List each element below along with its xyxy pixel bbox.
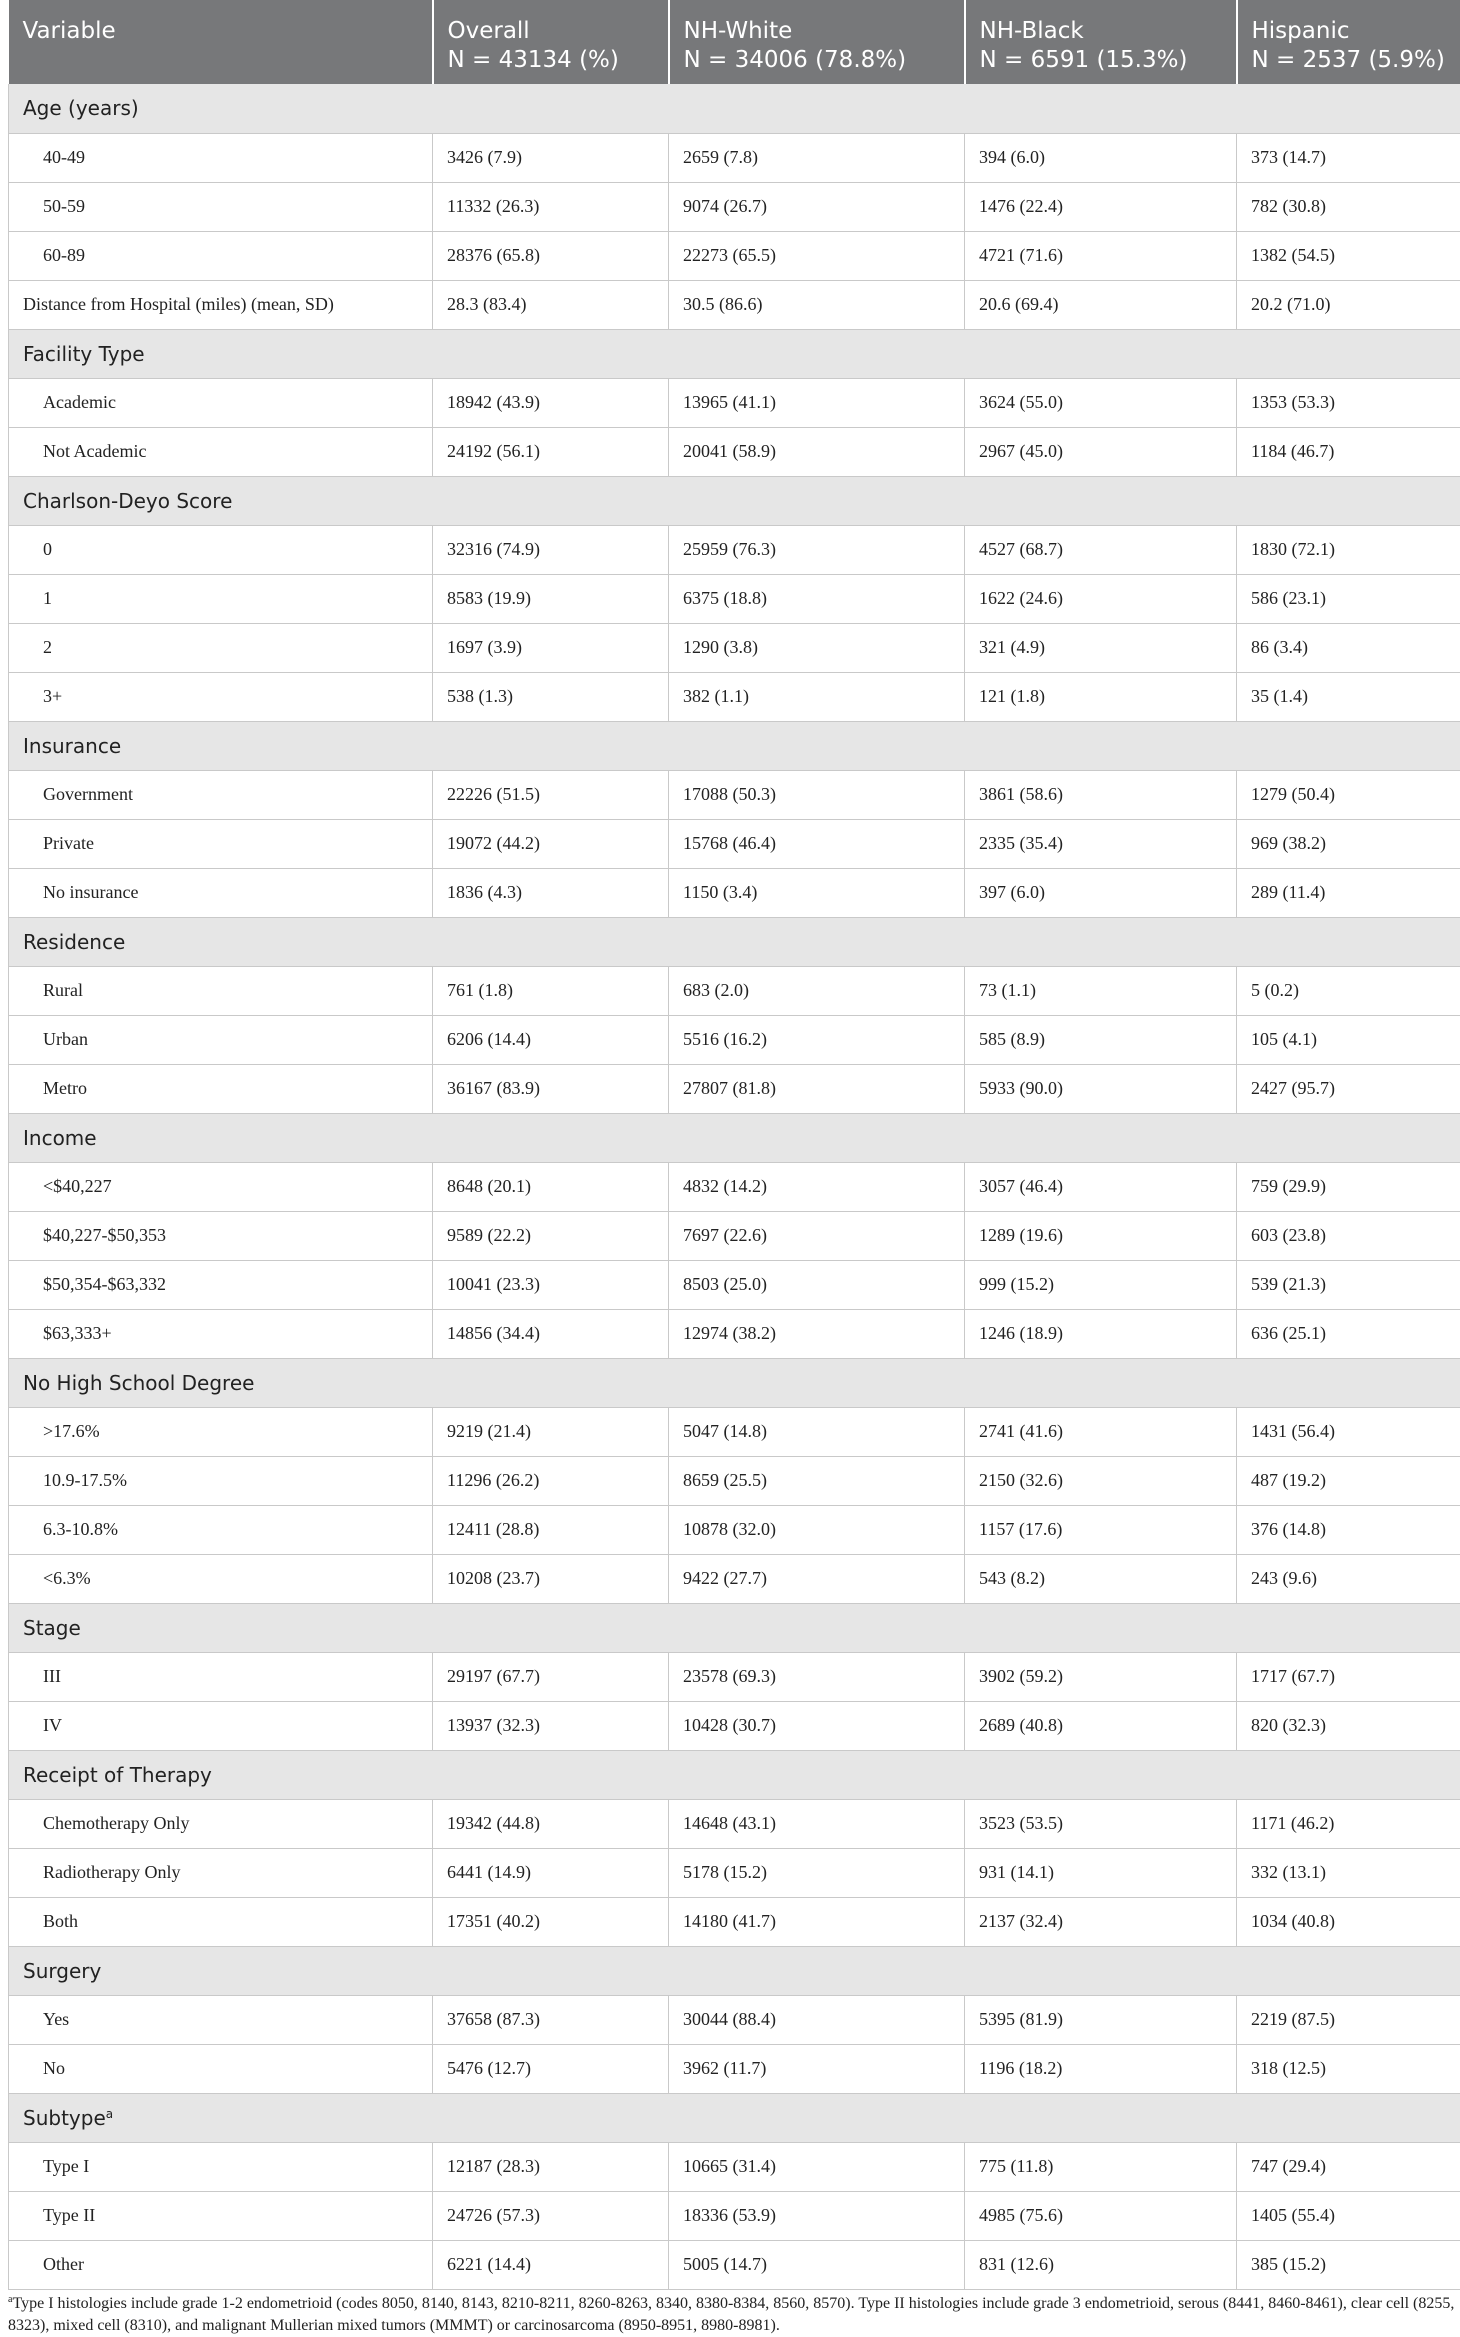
cell-nh-white: 22273 (65.5) bbox=[669, 231, 965, 280]
cell-nh-white: 14180 (41.7) bbox=[669, 1897, 965, 1946]
cell-hispanic: 586 (23.1) bbox=[1237, 574, 1460, 623]
cell-nh-white: 683 (2.0) bbox=[669, 966, 965, 1015]
table-row bbox=[9, 280, 1460, 329]
row-label: <$40,227 bbox=[9, 1162, 433, 1211]
cell-nh-black: 2689 (40.8) bbox=[965, 1701, 1237, 1750]
table-row bbox=[9, 1407, 1460, 1456]
cell-nh-black: 3861 (58.6) bbox=[965, 770, 1237, 819]
cell-hispanic: 820 (32.3) bbox=[1237, 1701, 1460, 1750]
table-container bbox=[8, 0, 1460, 2290]
cell-nh-black: 831 (12.6) bbox=[965, 2240, 1237, 2289]
row-label: 6.3-10.8% bbox=[9, 1505, 433, 1554]
cell-nh-white: 5516 (16.2) bbox=[669, 1015, 965, 1064]
cell-nh-white: 1290 (3.8) bbox=[669, 623, 965, 672]
row-label: No insurance bbox=[9, 868, 433, 917]
row-label: Metro bbox=[9, 1064, 433, 1113]
group-header-row bbox=[9, 476, 1460, 525]
cell-hispanic: 289 (11.4) bbox=[1237, 868, 1460, 917]
header-overall-n: N = 43134 (%) bbox=[447, 47, 619, 73]
table-row bbox=[9, 574, 1460, 623]
table-row bbox=[9, 1701, 1460, 1750]
group-title-footnote-mark: a bbox=[105, 2106, 114, 2121]
cell-nh-black: 2335 (35.4) bbox=[965, 819, 1237, 868]
group-title-text: Charlson-Deyo Score bbox=[23, 488, 233, 513]
table-row bbox=[9, 1211, 1460, 1260]
row-label: Not Academic bbox=[9, 427, 433, 476]
cell-nh-white: 8659 (25.5) bbox=[669, 1456, 965, 1505]
cell-overall: 761 (1.8) bbox=[433, 966, 669, 1015]
header-nh-white bbox=[669, 0, 965, 84]
group-title bbox=[9, 84, 1460, 133]
table-row bbox=[9, 2240, 1460, 2289]
cell-nh-black: 4985 (75.6) bbox=[965, 2191, 1237, 2240]
row-label: Both bbox=[9, 1897, 433, 1946]
group-title bbox=[9, 476, 1460, 525]
row-label: $40,227-$50,353 bbox=[9, 1211, 433, 1260]
cell-nh-black: 3057 (46.4) bbox=[965, 1162, 1237, 1211]
cell-nh-white: 9422 (27.7) bbox=[669, 1554, 965, 1603]
group-title bbox=[9, 1603, 1460, 1652]
cell-hispanic: 1279 (50.4) bbox=[1237, 770, 1460, 819]
cell-overall: 12187 (28.3) bbox=[433, 2142, 669, 2191]
cell-overall: 3426 (7.9) bbox=[433, 133, 669, 182]
cell-nh-white: 17088 (50.3) bbox=[669, 770, 965, 819]
cell-nh-white: 10665 (31.4) bbox=[669, 2142, 965, 2191]
header-hispanic-n: N = 2537 (5.9%) bbox=[1251, 47, 1445, 73]
cell-overall: 28.3 (83.4) bbox=[433, 280, 669, 329]
cell-nh-white: 2659 (7.8) bbox=[669, 133, 965, 182]
cell-hispanic: 2427 (95.7) bbox=[1237, 1064, 1460, 1113]
cell-hispanic: 86 (3.4) bbox=[1237, 623, 1460, 672]
cell-nh-white: 25959 (76.3) bbox=[669, 525, 965, 574]
group-title bbox=[9, 1750, 1460, 1799]
row-label: IV bbox=[9, 1701, 433, 1750]
header-hispanic bbox=[1237, 0, 1460, 84]
cell-overall: 14856 (34.4) bbox=[433, 1309, 669, 1358]
group-title bbox=[9, 329, 1460, 378]
cell-nh-white: 15768 (46.4) bbox=[669, 819, 965, 868]
cell-overall: 19072 (44.2) bbox=[433, 819, 669, 868]
header-row bbox=[9, 0, 1460, 84]
cell-hispanic: 1171 (46.2) bbox=[1237, 1799, 1460, 1848]
group-header-row bbox=[9, 1750, 1460, 1799]
cell-nh-black: 1476 (22.4) bbox=[965, 182, 1237, 231]
cell-nh-black: 2150 (32.6) bbox=[965, 1456, 1237, 1505]
group-title-text: Age (years) bbox=[23, 96, 139, 121]
cell-overall: 12411 (28.8) bbox=[433, 1505, 669, 1554]
cell-overall: 19342 (44.8) bbox=[433, 1799, 669, 1848]
cell-nh-white: 30.5 (86.6) bbox=[669, 280, 965, 329]
table-row bbox=[9, 1456, 1460, 1505]
cell-overall: 24192 (56.1) bbox=[433, 427, 669, 476]
cell-overall: 28376 (65.8) bbox=[433, 231, 669, 280]
cell-nh-white: 14648 (43.1) bbox=[669, 1799, 965, 1848]
cell-nh-black: 73 (1.1) bbox=[965, 966, 1237, 1015]
group-title-text: Facility Type bbox=[23, 341, 145, 366]
cell-hispanic: 105 (4.1) bbox=[1237, 1015, 1460, 1064]
table-row bbox=[9, 427, 1460, 476]
group-title bbox=[9, 1113, 1460, 1162]
table-row bbox=[9, 2191, 1460, 2240]
row-label: Chemotherapy Only bbox=[9, 1799, 433, 1848]
cell-overall: 24726 (57.3) bbox=[433, 2191, 669, 2240]
group-title bbox=[9, 917, 1460, 966]
cell-overall: 9589 (22.2) bbox=[433, 1211, 669, 1260]
cell-nh-black: 3523 (53.5) bbox=[965, 1799, 1237, 1848]
table-row bbox=[9, 966, 1460, 1015]
cell-hispanic: 20.2 (71.0) bbox=[1237, 280, 1460, 329]
cell-nh-black: 394 (6.0) bbox=[965, 133, 1237, 182]
row-label: 10.9-17.5% bbox=[9, 1456, 433, 1505]
group-title bbox=[9, 721, 1460, 770]
table-row bbox=[9, 525, 1460, 574]
table-header bbox=[9, 0, 1460, 84]
cell-hispanic: 487 (19.2) bbox=[1237, 1456, 1460, 1505]
table-row bbox=[9, 1309, 1460, 1358]
cell-hispanic: 782 (30.8) bbox=[1237, 182, 1460, 231]
cell-hispanic: 1405 (55.4) bbox=[1237, 2191, 1460, 2240]
cell-nh-white: 13965 (41.1) bbox=[669, 378, 965, 427]
cell-nh-black: 4721 (71.6) bbox=[965, 231, 1237, 280]
table-row bbox=[9, 182, 1460, 231]
table-row bbox=[9, 1799, 1460, 1848]
group-title-text: Residence bbox=[23, 929, 126, 954]
group-header-row bbox=[9, 1358, 1460, 1407]
cell-overall: 13937 (32.3) bbox=[433, 1701, 669, 1750]
cell-overall: 1697 (3.9) bbox=[433, 623, 669, 672]
group-title bbox=[9, 2093, 1460, 2142]
cell-nh-white: 10878 (32.0) bbox=[669, 1505, 965, 1554]
row-label: Radiotherapy Only bbox=[9, 1848, 433, 1897]
group-header-row bbox=[9, 1603, 1460, 1652]
group-header-row bbox=[9, 2093, 1460, 2142]
table-row bbox=[9, 1064, 1460, 1113]
cell-overall: 18942 (43.9) bbox=[433, 378, 669, 427]
group-header-row bbox=[9, 1946, 1460, 1995]
cell-nh-white: 3962 (11.7) bbox=[669, 2044, 965, 2093]
cell-hispanic: 243 (9.6) bbox=[1237, 1554, 1460, 1603]
table-row bbox=[9, 1897, 1460, 1946]
cell-overall: 1836 (4.3) bbox=[433, 868, 669, 917]
table-row bbox=[9, 133, 1460, 182]
cell-nh-black: 999 (15.2) bbox=[965, 1260, 1237, 1309]
cell-hispanic: 385 (15.2) bbox=[1237, 2240, 1460, 2289]
row-label: Type I bbox=[9, 2142, 433, 2191]
header-nh-black-name: NH-Black bbox=[979, 18, 1084, 44]
row-label: Private bbox=[9, 819, 433, 868]
table-row bbox=[9, 1260, 1460, 1309]
row-label: >17.6% bbox=[9, 1407, 433, 1456]
cell-nh-white: 23578 (69.3) bbox=[669, 1652, 965, 1701]
group-header-row bbox=[9, 1113, 1460, 1162]
cell-nh-black: 931 (14.1) bbox=[965, 1848, 1237, 1897]
cell-hispanic: 1431 (56.4) bbox=[1237, 1407, 1460, 1456]
group-header-row bbox=[9, 721, 1460, 770]
cell-overall: 29197 (67.7) bbox=[433, 1652, 669, 1701]
cell-nh-black: 3902 (59.2) bbox=[965, 1652, 1237, 1701]
cell-hispanic: 539 (21.3) bbox=[1237, 1260, 1460, 1309]
cell-overall: 10041 (23.3) bbox=[433, 1260, 669, 1309]
header-overall bbox=[433, 0, 669, 84]
cell-hispanic: 1034 (40.8) bbox=[1237, 1897, 1460, 1946]
table-row bbox=[9, 770, 1460, 819]
cell-nh-white: 4832 (14.2) bbox=[669, 1162, 965, 1211]
demographics-table bbox=[8, 0, 1460, 2290]
cell-nh-white: 8503 (25.0) bbox=[669, 1260, 965, 1309]
cell-nh-black: 121 (1.8) bbox=[965, 672, 1237, 721]
group-title-text: Surgery bbox=[23, 1958, 102, 1983]
cell-overall: 22226 (51.5) bbox=[433, 770, 669, 819]
cell-nh-black: 775 (11.8) bbox=[965, 2142, 1237, 2191]
table-row bbox=[9, 378, 1460, 427]
group-title-text: Stage bbox=[23, 1615, 81, 1640]
table-row bbox=[9, 1554, 1460, 1603]
row-label: 0 bbox=[9, 525, 433, 574]
cell-hispanic: 603 (23.8) bbox=[1237, 1211, 1460, 1260]
cell-nh-black: 1246 (18.9) bbox=[965, 1309, 1237, 1358]
row-label: Other bbox=[9, 2240, 433, 2289]
cell-nh-black: 1157 (17.6) bbox=[965, 1505, 1237, 1554]
table-body bbox=[9, 84, 1460, 2289]
cell-overall: 8583 (19.9) bbox=[433, 574, 669, 623]
cell-overall: 9219 (21.4) bbox=[433, 1407, 669, 1456]
group-header-row bbox=[9, 84, 1460, 133]
cell-nh-black: 585 (8.9) bbox=[965, 1015, 1237, 1064]
row-label: Yes bbox=[9, 1995, 433, 2044]
header-nh-black bbox=[965, 0, 1237, 84]
row-label: <6.3% bbox=[9, 1554, 433, 1603]
cell-nh-black: 5395 (81.9) bbox=[965, 1995, 1237, 2044]
group-header-row bbox=[9, 917, 1460, 966]
header-nh-black-n: N = 6591 (15.3%) bbox=[979, 47, 1188, 73]
table-row bbox=[9, 819, 1460, 868]
group-header-row bbox=[9, 329, 1460, 378]
cell-nh-white: 7697 (22.6) bbox=[669, 1211, 965, 1260]
header-variable: Variable bbox=[9, 0, 433, 84]
cell-overall: 8648 (20.1) bbox=[433, 1162, 669, 1211]
cell-overall: 11332 (26.3) bbox=[433, 182, 669, 231]
row-label: 60-89 bbox=[9, 231, 433, 280]
cell-hispanic: 759 (29.9) bbox=[1237, 1162, 1460, 1211]
cell-hispanic: 2219 (87.5) bbox=[1237, 1995, 1460, 2044]
cell-nh-white: 10428 (30.7) bbox=[669, 1701, 965, 1750]
table-row bbox=[9, 1505, 1460, 1554]
row-label: Academic bbox=[9, 378, 433, 427]
cell-overall: 538 (1.3) bbox=[433, 672, 669, 721]
row-label: 2 bbox=[9, 623, 433, 672]
cell-nh-white: 30044 (88.4) bbox=[669, 1995, 965, 2044]
cell-overall: 11296 (26.2) bbox=[433, 1456, 669, 1505]
cell-overall: 5476 (12.7) bbox=[433, 2044, 669, 2093]
table-row bbox=[9, 1848, 1460, 1897]
cell-hispanic: 747 (29.4) bbox=[1237, 2142, 1460, 2191]
row-label: Type II bbox=[9, 2191, 433, 2240]
table-row bbox=[9, 623, 1460, 672]
header-hispanic-name: Hispanic bbox=[1251, 18, 1350, 44]
header-nh-white-name: NH-White bbox=[683, 18, 793, 44]
cell-hispanic: 1717 (67.7) bbox=[1237, 1652, 1460, 1701]
header-overall-name: Overall bbox=[447, 18, 530, 44]
row-label: 3+ bbox=[9, 672, 433, 721]
cell-overall: 37658 (87.3) bbox=[433, 1995, 669, 2044]
row-label: Distance from Hospital (miles) (mean, SD) bbox=[9, 280, 433, 329]
row-label: No bbox=[9, 2044, 433, 2093]
cell-hispanic: 1184 (46.7) bbox=[1237, 427, 1460, 476]
cell-nh-black: 1622 (24.6) bbox=[965, 574, 1237, 623]
group-title-text: No High School Degree bbox=[23, 1370, 255, 1395]
cell-overall: 6206 (14.4) bbox=[433, 1015, 669, 1064]
row-label: Urban bbox=[9, 1015, 433, 1064]
cell-hispanic: 1382 (54.5) bbox=[1237, 231, 1460, 280]
cell-nh-white: 18336 (53.9) bbox=[669, 2191, 965, 2240]
cell-hispanic: 376 (14.8) bbox=[1237, 1505, 1460, 1554]
cell-overall: 32316 (74.9) bbox=[433, 525, 669, 574]
header-nh-white-n: N = 34006 (78.8%) bbox=[683, 47, 907, 73]
group-title-text: Income bbox=[23, 1125, 97, 1150]
cell-nh-black: 2137 (32.4) bbox=[965, 1897, 1237, 1946]
cell-hispanic: 636 (25.1) bbox=[1237, 1309, 1460, 1358]
cell-hispanic: 1830 (72.1) bbox=[1237, 525, 1460, 574]
cell-nh-black: 4527 (68.7) bbox=[965, 525, 1237, 574]
table-row bbox=[9, 2142, 1460, 2191]
cell-nh-black: 2967 (45.0) bbox=[965, 427, 1237, 476]
row-label: $63,333+ bbox=[9, 1309, 433, 1358]
table-row bbox=[9, 1015, 1460, 1064]
cell-overall: 10208 (23.7) bbox=[433, 1554, 669, 1603]
cell-nh-black: 1289 (19.6) bbox=[965, 1211, 1237, 1260]
cell-hispanic: 318 (12.5) bbox=[1237, 2044, 1460, 2093]
table-row bbox=[9, 868, 1460, 917]
cell-nh-white: 5047 (14.8) bbox=[669, 1407, 965, 1456]
cell-nh-black: 2741 (41.6) bbox=[965, 1407, 1237, 1456]
cell-nh-black: 20.6 (69.4) bbox=[965, 280, 1237, 329]
cell-nh-white: 6375 (18.8) bbox=[669, 574, 965, 623]
cell-overall: 17351 (40.2) bbox=[433, 1897, 669, 1946]
table-footnote bbox=[8, 2293, 1460, 2337]
cell-nh-white: 9074 (26.7) bbox=[669, 182, 965, 231]
cell-hispanic: 35 (1.4) bbox=[1237, 672, 1460, 721]
cell-nh-white: 5178 (15.2) bbox=[669, 1848, 965, 1897]
table-row bbox=[9, 1652, 1460, 1701]
group-title-text: Receipt of Therapy bbox=[23, 1762, 212, 1787]
cell-nh-black: 397 (6.0) bbox=[965, 868, 1237, 917]
group-title bbox=[9, 1358, 1460, 1407]
cell-hispanic: 373 (14.7) bbox=[1237, 133, 1460, 182]
table-row bbox=[9, 1162, 1460, 1211]
row-label: III bbox=[9, 1652, 433, 1701]
row-label: $50,354-$63,332 bbox=[9, 1260, 433, 1309]
group-title-text: Subtype bbox=[23, 2105, 106, 2130]
cell-overall: 36167 (83.9) bbox=[433, 1064, 669, 1113]
cell-hispanic: 332 (13.1) bbox=[1237, 1848, 1460, 1897]
cell-nh-white: 27807 (81.8) bbox=[669, 1064, 965, 1113]
cell-nh-black: 3624 (55.0) bbox=[965, 378, 1237, 427]
cell-nh-white: 5005 (14.7) bbox=[669, 2240, 965, 2289]
footnote-text: Type I histologies include grade 1-2 endometrioid (codes 8050, 8140, 8143, 8210-8211, 8260-8263, 8340, 8380-8384, 8560, 8570). Type II histologies include grade 3 endometrioid, serous (8441, 8460-8461), clear cell (8255, 8323), mixed cell (8310), and malignant Mullerian mixed tumors (MMMT) or carcinosarcoma (8950-8951, 8980-8981). bbox=[8, 2295, 1455, 2334]
cell-nh-black: 5933 (90.0) bbox=[965, 1064, 1237, 1113]
cell-nh-black: 321 (4.9) bbox=[965, 623, 1237, 672]
cell-hispanic: 5 (0.2) bbox=[1237, 966, 1460, 1015]
cell-nh-black: 543 (8.2) bbox=[965, 1554, 1237, 1603]
table-row bbox=[9, 1995, 1460, 2044]
cell-hispanic: 1353 (53.3) bbox=[1237, 378, 1460, 427]
cell-overall: 6221 (14.4) bbox=[433, 2240, 669, 2289]
row-label: Rural bbox=[9, 966, 433, 1015]
group-title-text: Insurance bbox=[23, 733, 122, 758]
row-label: Government bbox=[9, 770, 433, 819]
cell-nh-white: 12974 (38.2) bbox=[669, 1309, 965, 1358]
row-label: 50-59 bbox=[9, 182, 433, 231]
group-title bbox=[9, 1946, 1460, 1995]
row-label: 40-49 bbox=[9, 133, 433, 182]
cell-nh-white: 1150 (3.4) bbox=[669, 868, 965, 917]
cell-nh-white: 20041 (58.9) bbox=[669, 427, 965, 476]
cell-overall: 6441 (14.9) bbox=[433, 1848, 669, 1897]
cell-nh-black: 1196 (18.2) bbox=[965, 2044, 1237, 2093]
row-label: 1 bbox=[9, 574, 433, 623]
table-row bbox=[9, 231, 1460, 280]
cell-nh-white: 382 (1.1) bbox=[669, 672, 965, 721]
footnote-mark: a bbox=[8, 2294, 13, 2305]
table-row bbox=[9, 672, 1460, 721]
cell-hispanic: 969 (38.2) bbox=[1237, 819, 1460, 868]
table-row bbox=[9, 2044, 1460, 2093]
